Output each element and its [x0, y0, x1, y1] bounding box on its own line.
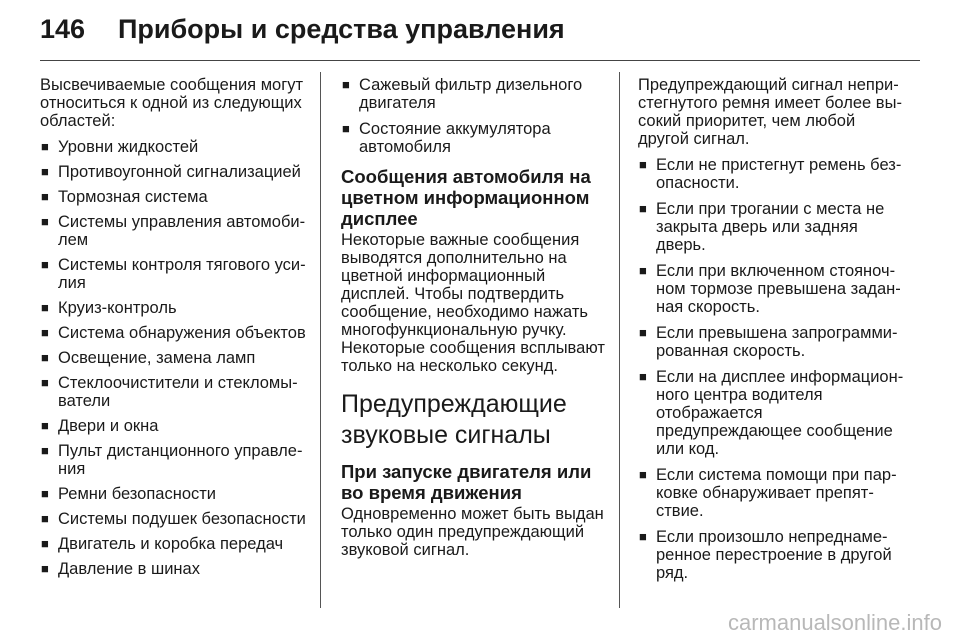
bullet-icon: ■ — [639, 467, 647, 482]
bullet-icon: ■ — [41, 350, 49, 365]
bullet-icon: ■ — [41, 511, 49, 526]
list-item: ■ Тормозная система — [41, 188, 208, 206]
list-item: ■ Если система помощи при парковке обнаруживает препятствие. — [639, 466, 897, 520]
list-item: ■ Круиз-контроль — [41, 299, 177, 317]
bullet-icon: ■ — [342, 121, 350, 136]
column-1 — [40, 76, 308, 586]
intro-paragraph: Высвечиваемые сообщения могут относиться к одной из следующих областей: — [40, 76, 304, 130]
list-item: ■ Пульт дистанционного управления — [41, 442, 303, 478]
bullet-icon: ■ — [639, 263, 647, 278]
list-item: ■ Система обнаружения объектов — [41, 324, 306, 342]
bullet-icon: ■ — [41, 418, 49, 433]
column-separator-1 — [320, 72, 321, 608]
list-item: ■ Системы управления автомобилем — [41, 213, 306, 249]
list-item: ■ Освещение, замена ламп — [41, 349, 256, 367]
list-item: ■ Уровни жидкостей — [41, 138, 199, 156]
bullet-icon: ■ — [41, 375, 49, 390]
bullet-icon: ■ — [41, 300, 49, 315]
subheading-engine-start: При запуске двигателя или во время движения — [341, 461, 592, 503]
bullet-icon: ■ — [41, 536, 49, 551]
single-chime-paragraph: Одновременно может быть выдан только один предупреждающий звуковой сигнал. — [341, 505, 604, 559]
bullet-icon: ■ — [41, 486, 49, 501]
bullet-icon: ■ — [41, 139, 49, 154]
list-item: ■ Если превышена запрограммированная скорость. — [639, 324, 898, 360]
bullet-icon: ■ — [41, 443, 49, 458]
section-title: Приборы и средства управления — [118, 14, 565, 44]
list-item: ■ Состояние аккумулятора автомобиля — [342, 120, 551, 156]
watermark: carmanualsonline.info — [727, 610, 942, 635]
list-item: ■ Если произошло непреднамеренное перестроение в другой ряд. — [639, 528, 892, 582]
list-item: ■ Сажевый фильтр дизельного двигателя — [342, 76, 583, 112]
heading-warning-chimes: Предупреждающие звуковые сигналы — [341, 390, 567, 449]
bullet-icon: ■ — [639, 369, 647, 384]
column-separator-2 — [619, 72, 620, 608]
list-item: ■ Давление в шинах — [41, 560, 200, 578]
bullet-icon: ■ — [639, 529, 647, 544]
list-item: ■ Если при трогании с места не закрыта дверь или задняя дверь. — [639, 200, 885, 254]
bullet-icon: ■ — [639, 157, 647, 172]
list-item: ■ Стеклоочистители и стекломыватели — [41, 374, 298, 410]
list-item: ■ Если не пристегнут ремень безопасности. — [639, 156, 902, 192]
list-item: ■ Противоугонной сигнализацией — [41, 163, 301, 181]
list-item: ■ Системы контроля тягового усилия — [41, 256, 306, 292]
bullet-icon: ■ — [41, 561, 49, 576]
list-item: ■ Если при включенном стояночном тормозе превышена заданная скорость. — [639, 262, 901, 316]
list-item: ■ Системы подушек безопасности — [41, 510, 306, 528]
seatbelt-priority-paragraph: Предупреждающий сигнал непристегнутого ремня имеет более высокий приоритет, чем любой другой сигнал. — [638, 76, 902, 148]
page-number: 146 — [40, 14, 86, 44]
bullet-icon: ■ — [342, 77, 350, 92]
bullet-icon: ■ — [41, 214, 49, 229]
column-2 — [341, 76, 605, 567]
message-areas-list-continued — [341, 76, 605, 156]
subheading-color-display-messages: Сообщения автомобиля на цветном информационном дисплее — [341, 166, 591, 229]
bullet-icon: ■ — [639, 325, 647, 340]
bullet-icon: ■ — [639, 201, 647, 216]
message-areas-list — [40, 138, 308, 578]
list-item: ■ Если на дисплее информационного центра водителя отображается предупреждающее сообщение или код. — [639, 368, 904, 458]
page-header — [40, 14, 920, 54]
bullet-icon: ■ — [41, 325, 49, 340]
bullet-icon: ■ — [41, 189, 49, 204]
list-item: ■ Ремни безопасности — [41, 485, 217, 503]
bullet-icon: ■ — [41, 257, 49, 272]
warning-chime-conditions-list — [638, 156, 904, 582]
color-display-paragraph: Некоторые важные сообщения выводятся дополнительно на цветной информационный дисплей. Чтобы подтвердить сообщение, необходимо нажать многофункциональную ручку. Некоторые сообщения всплывают только на несколько секунд. — [341, 231, 605, 375]
bullet-icon: ■ — [41, 164, 49, 179]
header-rule — [40, 60, 920, 61]
column-3 — [638, 76, 904, 590]
list-item: ■ Двигатель и коробка передач — [41, 535, 284, 553]
list-item: ■ Двери и окна — [41, 417, 159, 435]
